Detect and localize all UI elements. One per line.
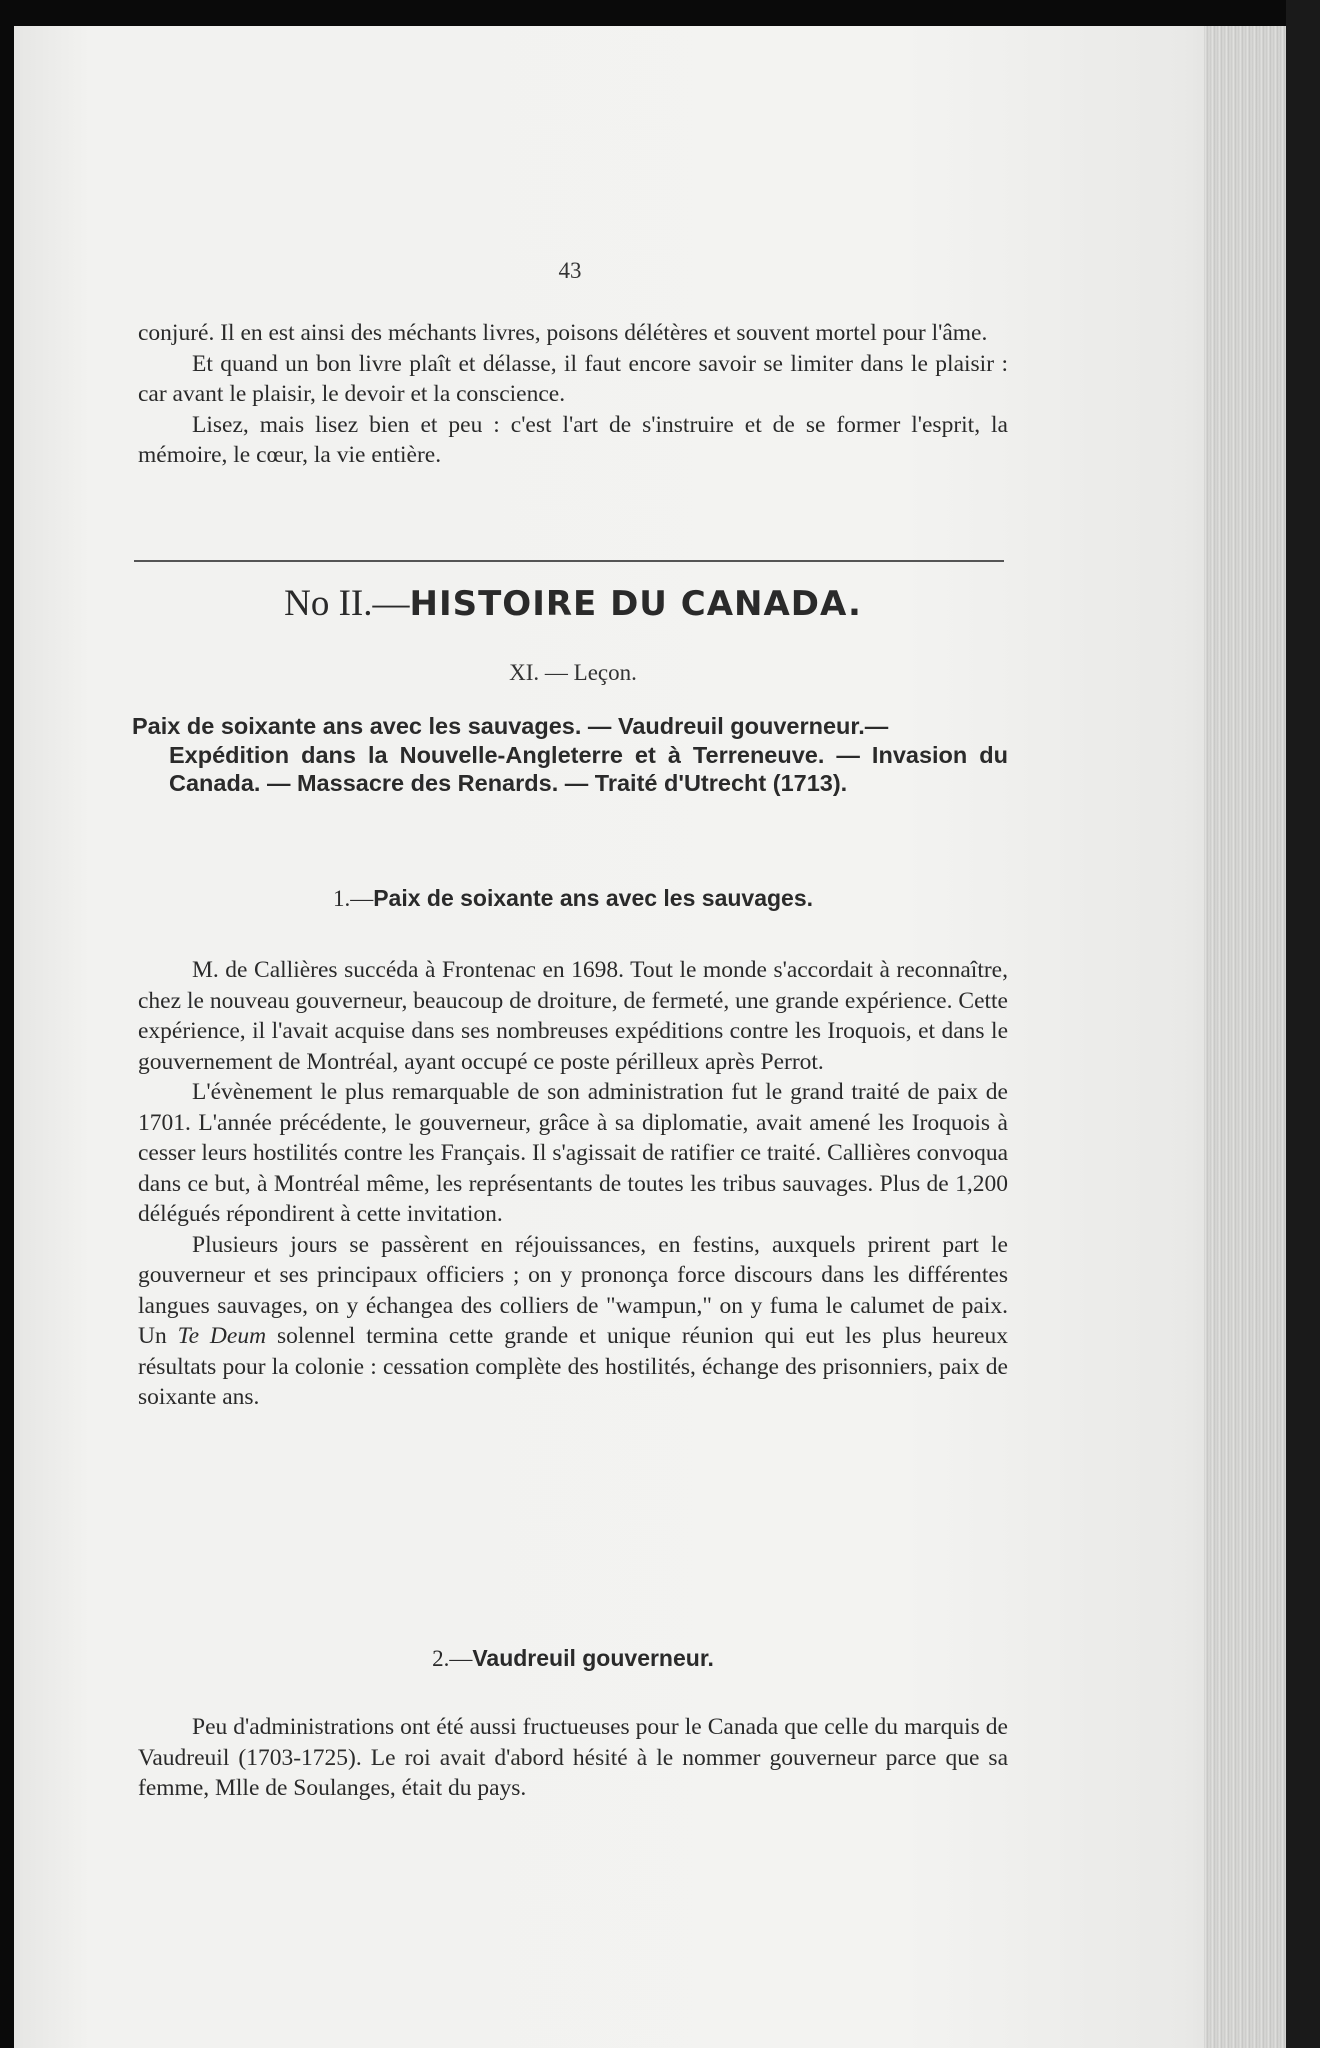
section-2-number: 2.— xyxy=(432,1646,473,1671)
paragraph-3-start: Plusieurs jours se passèrent en réjouissances, en festins, auxquels prirent part le gouverneur et ses principaux officiers ; on y prononça force discours dans les différentes langues sauvages, on y échangea des colliers de "wampun," on y fuma le calumet de paix. Un xyxy=(138,1231,1008,1349)
section-1-heading xyxy=(138,885,1008,912)
lesson-summary xyxy=(132,712,1008,798)
chapter-title xyxy=(138,580,1008,628)
lesson-label: XI. — Leçon. xyxy=(509,660,637,685)
page-edges xyxy=(1204,26,1286,2048)
chapter-heading: HISTOIRE DU CANADA. xyxy=(409,584,862,624)
summary-continuation: Expédition dans la Nouvelle-Angleterre et à Terreneuve. — Invasion du Canada. — Massacre des Renards. — Traité d'Utrecht (1713). xyxy=(169,741,1008,796)
intro-paragraph-3: Lisez, mais lisez bien et peu : c'est l'art de s'instruire et de se former l'esprit, la mémoire, le cœur, la vie entière. xyxy=(138,411,1008,468)
section-1-paragraph-2: L'évènement le plus remarquable de son administration fut le grand traité de paix de 1701. L'année précédente, le gouverneur, grâce à sa diplomatie, avait amené les Iroquois à cesser leurs hostilités contre les Français. Il s'agissait de ratifier ce traité. Callières convoqua dans ce but, à Montréal même, les représentants de toutes les tribus sauvages. Plus de 1,200 délégués répondirent à cette invitation. xyxy=(138,1079,1008,1227)
section-1-paragraph-1: M. de Callières succéda à Frontenac en 1698. Tout le monde s'accordait à reconnaître, chez le nouveau gouverneur, beaucoup de droiture, de fermeté, une grande expérience. Cette expérience, il l'avait acquise dans ses nombreuses expéditions contre les Iroquois, et dans le gouvernement de Montréal, ayant occupé ce poste périlleux après Perrot. xyxy=(138,957,1008,1075)
section-divider xyxy=(134,560,1004,562)
section-1-paragraph-3 xyxy=(138,1230,1008,1413)
section-1-title: Paix de soixante ans avec les sauvages. xyxy=(373,885,814,911)
section-1-number: 1.— xyxy=(332,886,374,911)
page-number: 43 xyxy=(558,258,582,283)
summary-line-1: Paix de soixante ans avec les sauvages. — Vaudreuil gouverneur.— xyxy=(132,713,889,739)
scan-border xyxy=(1286,0,1320,2048)
section-2-heading xyxy=(138,1645,1008,1672)
section-1-body xyxy=(138,955,1008,1413)
intro-paragraph-2: Et quand un bon livre plaît et délasse, il faut encore savoir se limiter dans le plaisir : car avant le plaisir, le devoir et la conscience. xyxy=(138,350,1008,407)
te-deum-text: Te Deum xyxy=(177,1323,267,1349)
section-2-paragraph-1: Peu d'administrations ont été aussi fructueuses pour le Canada que celle du marquis de Vaudreuil (1703-1725). Le roi avait d'abord hésité à le nommer gouverneur parce que sa femme, Mlle de Soulanges, était du pays. xyxy=(138,1714,1008,1801)
intro-paragraph-1: conjuré. Il en est ainsi des méchants livres, poisons délétères et souvent mortel pour l'âme. xyxy=(138,320,988,346)
chapter-number: No II.— xyxy=(284,583,410,624)
section-2-body xyxy=(138,1712,1008,1804)
intro-text xyxy=(138,318,1008,471)
paragraph-3-end: solennel termina cette grande et unique réunion qui eut les plus heureux résultats pour la colonie : cessation complète des hostilités, échange des prisonniers, paix de soixante ans. xyxy=(138,1323,1008,1410)
section-2-title: Vaudreuil gouverneur. xyxy=(472,1645,714,1671)
